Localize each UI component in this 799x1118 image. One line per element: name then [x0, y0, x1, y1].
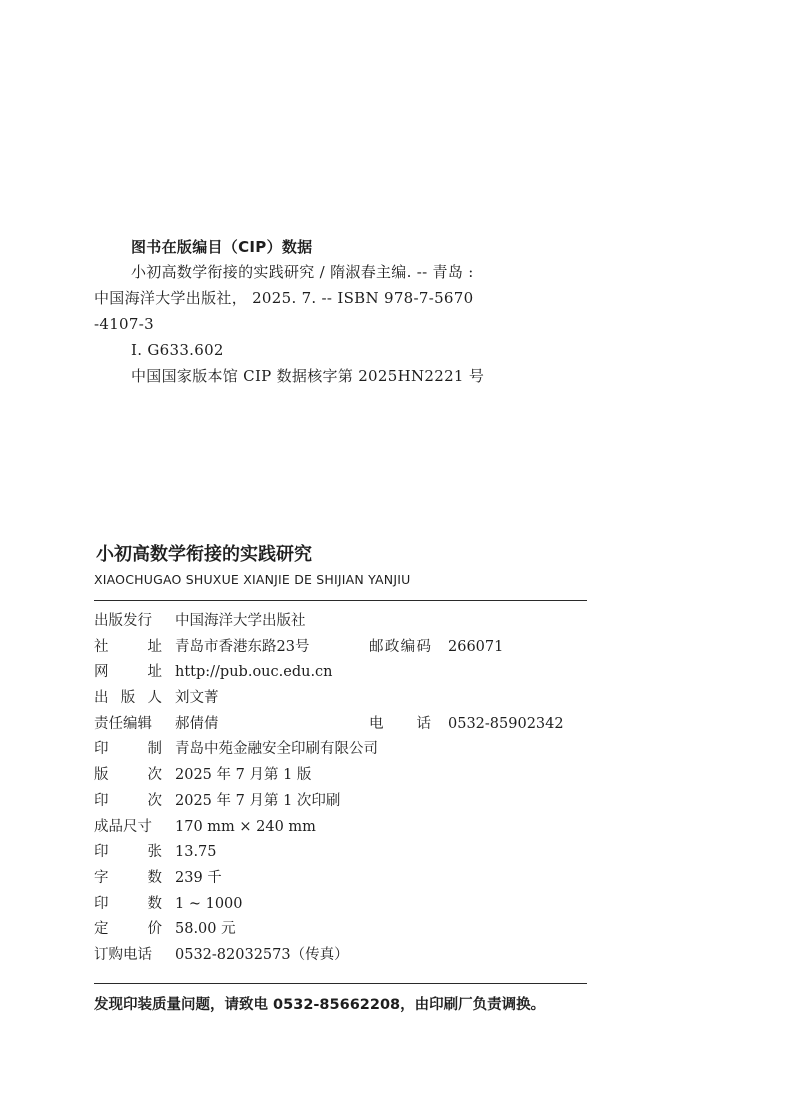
sheets-label: 印 张 — [94, 844, 162, 861]
copies-value: 1 ~ 1000 — [175, 895, 243, 912]
words-value: 239 千 — [175, 869, 222, 886]
postcode-value: 266071 — [448, 638, 504, 655]
info-row-edition — [94, 763, 587, 789]
printing-label: 印 次 — [94, 792, 162, 809]
info-row-website — [94, 660, 587, 686]
issuer-label: 出 版 人 — [94, 690, 162, 707]
cip-line-1: 小初高数学衔接的实践研究 / 隋淑春主编. -- 青岛 : — [131, 263, 474, 281]
info-row-printer — [94, 737, 587, 763]
publisher-label: 出版发行 — [94, 613, 152, 629]
website-value: http://pub.ouc.edu.cn — [175, 664, 333, 681]
price-label: 定 价 — [94, 921, 162, 938]
issuer-value: 刘文菁 — [175, 690, 219, 707]
info-row-price — [94, 917, 587, 943]
printer-label: 印 制 — [94, 741, 162, 758]
editor-value: 郝倩倩 — [175, 715, 219, 732]
copies-label: 印 数 — [94, 895, 162, 912]
info-row-issuer — [94, 686, 587, 712]
phone-label: 电 话 — [369, 715, 431, 732]
words-label: 字 数 — [94, 869, 162, 886]
cip-line-5: 中国国家版本馆 CIP 数据核字第 2025HN2221 号 — [131, 367, 485, 385]
edition-value: 2025 年 7 月第 1 版 — [175, 767, 312, 784]
size-label: 成品尺寸 — [94, 818, 152, 835]
edition-label: 版 次 — [94, 767, 162, 784]
info-row-words — [94, 866, 587, 892]
info-row-size — [94, 815, 587, 841]
address-label: 社 址 — [94, 638, 162, 655]
bottom-divider — [94, 983, 587, 984]
size-value: 170 mm × 240 mm — [175, 818, 316, 835]
book-title: 小初高数学衔接的实践研究 — [96, 544, 312, 565]
book-title-pinyin: XIAOCHUGAO SHUXUE XIANJIE DE SHIJIAN YANJIU — [94, 572, 411, 587]
price-value: 58.00 元 — [175, 921, 236, 938]
order-label: 订购电话 — [94, 946, 152, 963]
cip-line-2: 中国海洋大学出版社， 2025. 7. -- ISBN 978-7-5670 — [94, 289, 474, 307]
info-row-order — [94, 943, 587, 969]
order-value: 0532-82032573（传真） — [175, 946, 349, 963]
quality-notice: 发现印装质量问题，请致电 0532-85662208，由印刷厂负责调换。 — [94, 997, 546, 1013]
info-row-address — [94, 635, 587, 661]
phone-value: 0532-85902342 — [448, 715, 564, 732]
website-label: 网 址 — [94, 664, 162, 681]
sheets-value: 13.75 — [175, 844, 217, 861]
printing-value: 2025 年 7 月第 1 次印刷 — [175, 792, 341, 809]
cip-heading: 图书在版编目（CIP）数据 — [131, 238, 313, 256]
address-value: 青岛市香港东路23号 — [175, 638, 310, 655]
printer-value: 青岛中苑金融安全印刷有限公司 — [175, 741, 378, 758]
info-row-publisher — [94, 609, 587, 635]
cip-line-4: Ⅰ. G633.602 — [131, 341, 224, 359]
postcode-label: 邮 政 编 码 — [369, 638, 431, 655]
info-row-printing — [94, 789, 587, 815]
info-row-sheets — [94, 840, 587, 866]
info-row-editor — [94, 712, 587, 738]
cip-line-3: -4107-3 — [94, 315, 154, 333]
editor-label: 责任编辑 — [94, 715, 152, 732]
info-row-copies — [94, 892, 587, 918]
publication-info — [94, 609, 587, 969]
publisher-value: 中国海洋大学出版社 — [175, 613, 306, 629]
top-divider — [94, 600, 587, 601]
